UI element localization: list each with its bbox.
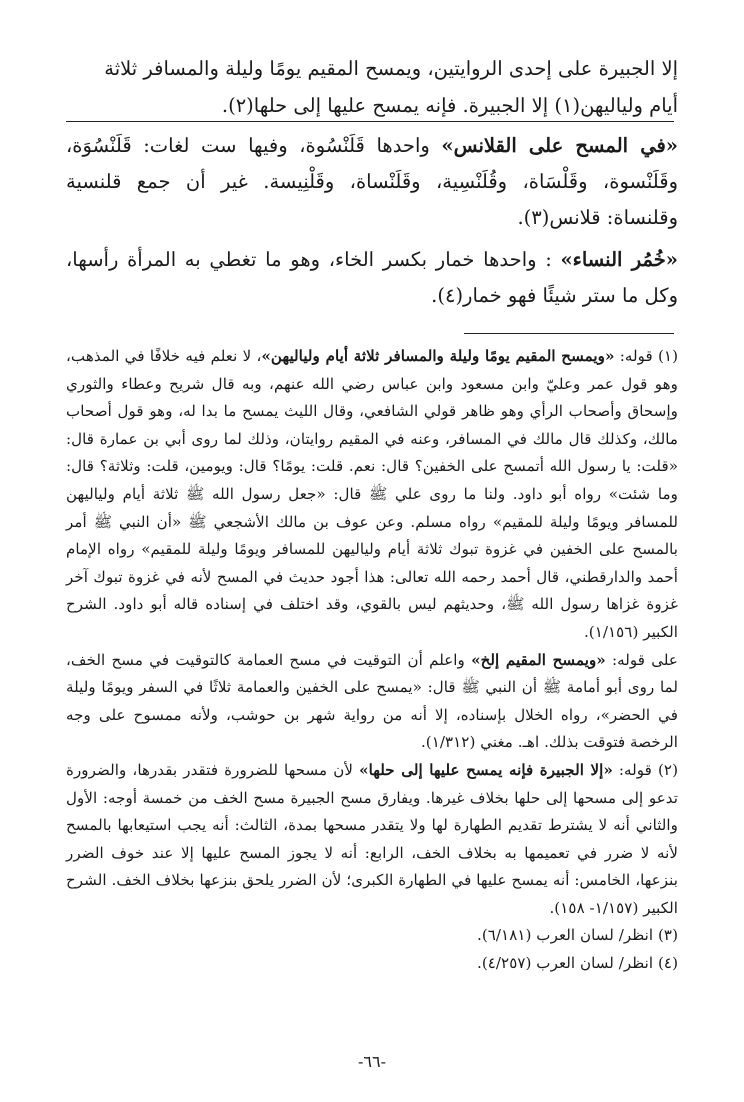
- footnote-2: [66, 757, 678, 923]
- definition-term: «خُمُر النساء»: [560, 248, 678, 271]
- footnote-3: (٣) انظر/ لسان العرب (٦/١٨١).: [477, 926, 678, 945]
- footnote-text: لأن مسحها للضرورة فتقدر بقدرها، والضرورة تدعو إلى مسحها إلى حلها بخلاف غيرها. ويفارق مسح الجبيرة مسح الخف من خمسة أوجه: الأول والثاني أنه لا يشترط تقديم الطهارة لها ولا يتقدر مسحها بمدة، الثالث: أنه يجب استيعابها بالمسح لأنه لا ضرر في تعميمها به بخلاف الخف، الرابع: أنه لا يجوز المسح عليها إلا عند خوف الضرر بنزعها، الخامس: أنه يمسح عليها في الطهارة الكبرى؛ لأن الضرر يلحق بنزعها بخلاف الخف. الشرح الكبير (١/١٥٧- ١٥٨).: [66, 760, 678, 917]
- footnote-1: [66, 343, 678, 647]
- footnotes: [66, 343, 678, 978]
- definition-term: «في المسح على القلانس»: [441, 134, 678, 157]
- page-number: -٦٦-: [358, 1052, 386, 1071]
- footnote-text: واعلم أن التوقيت في مسح العمامة كالتوقيت في مسح الخف، لما روى أبو أمامة ﷺ أن النبي ﷺ قال: «يمسح على الخفين والعمامة ثلاثًا في السفر ويومًا وليلة في الحضر»، رواه الخلال بإسناده، إلا أنه من رواية شهر بن حوشب، ولأنه ممسوح على وجه الرخصة فتوقت بذلك. اهـ. مغني (١/٣١٢).: [66, 650, 678, 752]
- footnote-4: (٤) انظر/ لسان العرب (٤/٢٥٧).: [477, 954, 678, 973]
- definition-text: : واحدها خمار بكسر الخاء، وهو ما تغطي به المرأة رأسها، وكل ما ستر شيئًا فهو خمار(٤).: [66, 248, 678, 307]
- section-divider: [66, 121, 674, 122]
- definitions-section: [66, 128, 678, 320]
- main-text: [66, 50, 678, 124]
- footnote-1-continued: [66, 647, 678, 757]
- footnote-quote: «ويمسح المقيم يومًا وليلة والمسافر ثلاثة أيام ولياليهن»: [261, 347, 615, 365]
- footnote-quote: «إلا الجبيرة فإنه يمسح عليها إلى حلها»: [359, 760, 613, 779]
- definition-khumur: [66, 242, 678, 314]
- footnote-quote: «ويمسح المقيم إلخ»: [471, 650, 606, 669]
- footnote-label: (١) قوله:: [614, 347, 678, 365]
- footnote-label: على قوله:: [605, 650, 678, 669]
- main-line-1: إلا الجبيرة على إحدى الروايتين، ويمسح المقيم يومًا وليلة والمسافر ثلاثة: [104, 57, 678, 80]
- footnote-label: (٢) قوله:: [612, 760, 678, 779]
- footnote-text: ، لا نعلم فيه خلافًا في المذهب، وهو قول عمر وعليّ وابن مسعود وابن عباس رضي الله عنهم، وبه قال شريح وعطاء والثوري وإسحاق وأصحاب الرأي وهو ظاهر قولي الشافعي، وقال الليث يمسح ما بدا له، وهو قول أصحاب مالك، وكذلك قال مالك في المسافر، وعنه في المقيم روايتان، وذلك لما روى أبي بن عمارة قال: «قلت: يا رسول الله أتمسح على الخفين؟ قال: نعم. قلت: يومًا؟ قال: ويومين، قلت: وثلاثة؟ قال: وما شئت» رواه أبو داود. ولنا ما روى علي ﷺ قال: «جعل رسول الله ﷺ ثلاثة أيام ولياليهن للمسافر ويومًا وليلة للمقيم» رواه مسلم. وعن عوف بن مالك الأشجعي ﷺ «أن النبي ﷺ أمر بالمسح على الخفين في غزوة تبوك ثلاثة أيام ولياليهن للمسافر ويومًا وليلة للمقيم» رواه الإمام أحمد والدارقطني، قال أحمد رحمه الله تعالى: هذا أجود حديث في المسح لأنه في غزوة تبوك آخر غزوة غزاها رسول الله ﷺ، وحديثهم ليس بالقوي، وقد اختلف في إسناده قاله أبو داود. الشرح الكبير (١/١٥٦).: [66, 347, 678, 641]
- main-line-2: أيام ولياليهن(١) إلا الجبيرة. فإنه يمسح عليها إلى حلها(٢).: [221, 94, 678, 117]
- footnotes-divider: [464, 333, 674, 334]
- definition-qalanis: [66, 128, 678, 236]
- definition-text: واحدها قَلَنْسُوة، وفيها ست لغات: قَلَنْسُوَة، وقَلَنْسوة، وقَلْسَاة، وقُلَنْسِية، وقَلَنْساة، وقَلْنِيسة. غير أن جمع قلنسية وقلنساة: قلانس(٣).: [66, 134, 678, 229]
